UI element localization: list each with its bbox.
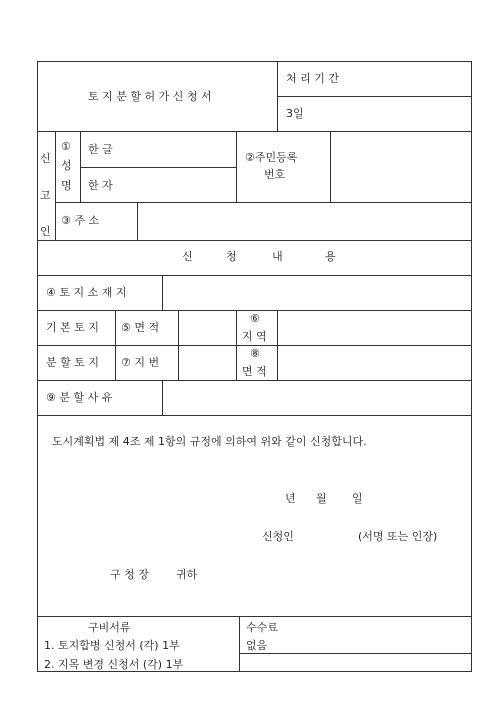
form-title: 토 지 분 할 허 가 신 청 서 [88,90,212,103]
applicant-label-2: 고 [40,189,51,202]
applicant-sign-label: 신청인 [262,530,294,543]
processing-period-value: 3일 [286,107,304,120]
zone-number: ⑥ [250,312,260,325]
content-header-3: 내 [272,250,283,263]
content-header-2: 청 [226,250,237,263]
date-month: 월 [316,492,327,505]
base-land-label: 기 본 토 지 [46,321,99,334]
application-statement: 도시계획법 제 4조 제 1항의 규정에 의하여 위와 같이 신청합니다. [52,435,367,448]
applicant-label-3: 인 [40,225,51,238]
split-area-label: 면 적 [242,365,267,378]
fee-label: 수수료 [246,621,278,634]
area-label: ⑤ 면 적 [121,321,160,334]
resident-id-label: ②주민등록 [245,151,298,164]
split-area-number: ⑧ [250,347,260,360]
name-label-2: 명 [61,179,72,192]
fee-value: 없음 [246,639,268,652]
content-header-1: 신 [182,250,193,263]
addressee-honorific: 귀하 [176,568,198,581]
split-land-label: 분 할 토 지 [46,356,99,369]
lot-number-label: ⑦ 지 번 [121,356,160,369]
resident-id-label-2: 번호 [264,168,286,181]
hanja-label: 한 자 [88,179,113,192]
hangul-label: 한 글 [88,143,113,156]
addressee: 구 청 장 [110,568,149,581]
required-doc-1: 1. 토지합병 신청서 (각) 1부 [44,639,180,652]
address-label: ③ 주 소 [61,214,100,227]
land-location-label: ④ 토 지 소 재 지 [46,286,127,299]
content-header-4: 용 [325,250,336,263]
date-year: 년 [285,492,296,505]
required-doc-2: 2. 지목 변경 신청서 (각) 1부 [44,658,184,671]
split-reason-label: ⑨ 분 할 사 유 [46,391,113,404]
name-number: ① [61,140,71,153]
processing-period-label: 처 리 기 간 [286,72,339,85]
applicant-label-1: 신 [40,152,51,165]
signature-note: (서명 또는 인장) [358,530,438,543]
required-docs-header: 구비서류 [88,621,131,634]
zone-label: 지 역 [242,330,267,343]
name-label-1: 성 [61,159,72,172]
date-day: 일 [352,492,363,505]
